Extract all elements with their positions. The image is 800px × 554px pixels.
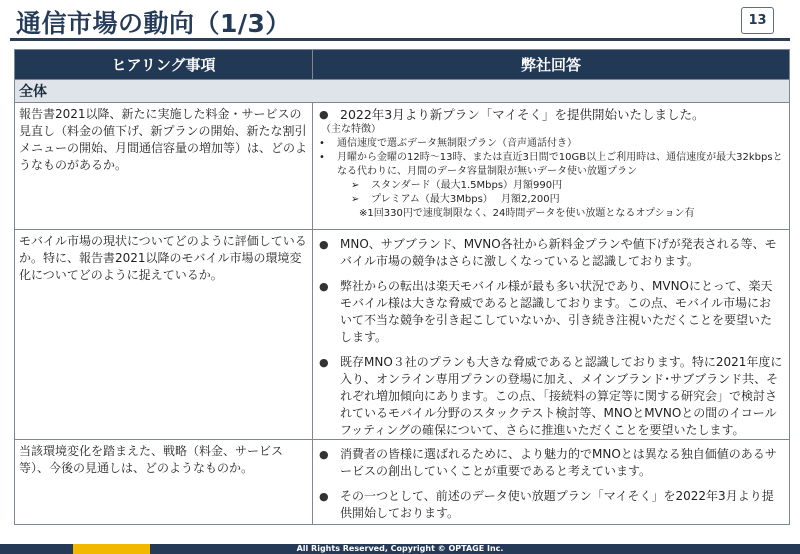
- table-header: [15, 50, 789, 79]
- plan-item: プレミアム（最大3Mbps） 月額2,200円: [371, 194, 560, 205]
- answer-text: その一つとして、前述のデータ使い放題プラン「マイそく」を2022年3月より提供開始しております。: [340, 489, 774, 520]
- bullet-icon: ●: [319, 108, 329, 121]
- title-divider: [10, 38, 790, 41]
- small-bullet-icon: •: [319, 152, 325, 163]
- answer-text: MNO、サブブランド、MVNO各社から新料金プランや値下げが発表される等、モバイル市場の競争はさらに激しくなっていると認識しております。: [340, 237, 777, 268]
- arrow-icon: ➢: [351, 180, 360, 191]
- answer-cell: [313, 103, 789, 229]
- bullet-icon: ●: [319, 490, 329, 503]
- page-number: 13: [741, 7, 774, 34]
- hearing-table: [14, 49, 790, 525]
- option-note: ※1回330円で速度制限なく、24時間データを使い放題となるオプション有: [359, 208, 695, 219]
- table-row: [15, 439, 789, 524]
- table-row: [15, 102, 789, 229]
- answer-text: 弊社からの転出は楽天モバイル様が最も多い状況であり、MVNOにとって、楽天モバイル様は大きな脅威であると認識しております。この点、モバイル市場において不当な競争を引き起こしていないか、引き続き注視いただくことを要望いたします。: [340, 279, 773, 344]
- bullet-icon: ●: [319, 448, 329, 461]
- arrow-icon: ➢: [351, 194, 360, 205]
- bullet-icon: ●: [319, 280, 329, 293]
- feature-item: 月曜から金曜の12時～13時、または直近3日間で10GB以上ご利用時は、通信速度が最大32kbpsとなる代わりに、月間のデータ容量制限が無いデータ使い放題プラン: [337, 152, 783, 177]
- answer-cell: [313, 230, 789, 439]
- table-row: [15, 229, 789, 439]
- header-question: ヒアリング事項: [15, 50, 313, 79]
- page-title: 通信市場の動向（1/3）: [16, 9, 291, 38]
- plan-item: スタンダード（最大1.5Mbps）月額990円: [371, 180, 563, 191]
- copyright-footer: All Rights Reserved, Copyright © OPTAGE Inc.: [0, 544, 800, 554]
- section-label: 全体: [15, 79, 789, 102]
- feature-item: 通信速度で選ぶデータ無制限プラン（音声通話付き）: [337, 138, 577, 149]
- bullet-icon: ●: [319, 238, 329, 251]
- question-cell: 当該環境変化を踏まえた、戦略（料金、サービス等）、今後の見通しは、どのようなものか。: [15, 440, 313, 524]
- bullet-icon: ●: [319, 356, 329, 369]
- answer-cell: [313, 440, 789, 524]
- small-bullet-icon: •: [319, 138, 325, 149]
- question-cell: 報告書2021以降、新たに実施した料金・サービスの見直し（料金の値下げ、新プランの開始、新たな割引メニューの開始、月間通信容量の増加等）は、どのようなものがあるか。: [15, 103, 313, 229]
- answer-text: 消費者の皆様に選ばれるために、より魅力的でMNOとは異なる独自価値のあるサービスの創出していくことが重要であると考えています。: [340, 447, 777, 478]
- footer-accent-bar: [73, 544, 150, 554]
- header-answer: 弊社回答: [520, 56, 581, 74]
- question-cell: モバイル市場の現状についてどのように評価しているか。特に、報告書2021以降のモバイル市場の環境変化についてどのように捉えているか。: [15, 230, 313, 439]
- answer-text: 既存MNO３社のプランも大きな脅威であると認識しております。特に2021年度に入り、オンライン専用プランの登場に加え、メインブランド･サブブランド共、それぞれ増加傾向にあります。この点、「接続料の算定等に関する研究会」で検討されているモバイル分野のスタックテスト検討等、MNOとMVNOとの間のイコールフッティングの確保について、さらに推進いただくことを要望いたします。: [340, 355, 783, 437]
- answer-text: 2022年3月より新プラン「マイそく」を提供開始いたしました。: [340, 107, 705, 122]
- features-heading: （主な特徴）: [321, 124, 381, 135]
